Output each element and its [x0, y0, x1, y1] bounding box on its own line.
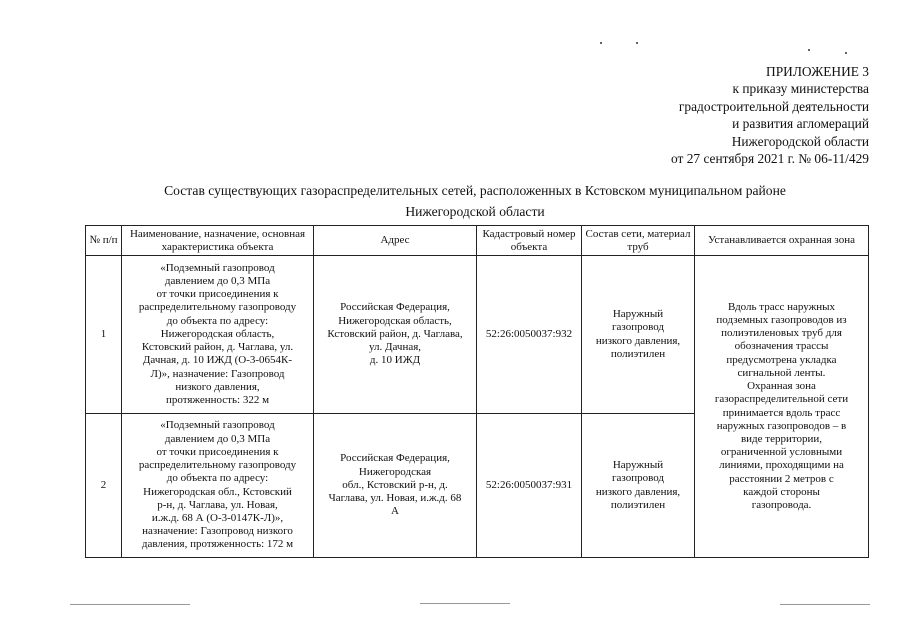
header-num: № п/п — [86, 226, 122, 256]
table-header-row — [86, 226, 869, 256]
row-num: 2 — [86, 414, 122, 558]
row-cadastral: 52:26:0050037:932 — [477, 256, 582, 414]
appendix-line: ПРИЛОЖЕНИЕ 3 — [766, 64, 869, 79]
appendix-line: Нижегородской области — [731, 133, 869, 149]
row-num: 1 — [86, 256, 122, 414]
scan-edge-line — [70, 604, 190, 605]
row-address: Российская Федерация, Нижегородская область, Кстовский район, д. Чаглава, ул. Дачная, д. 10 ИЖД — [314, 256, 477, 414]
appendix-line: к приказу министерства — [732, 81, 869, 97]
header-cadastral: Кадастровый номер объекта — [477, 226, 582, 256]
document-title-line: Состав существующих газораспределительных сетей, расположенных в Кстовском муниципальном районе — [164, 183, 786, 198]
header-composition: Состав сети, материал труб — [582, 226, 695, 256]
scan-speck — [600, 42, 602, 44]
scan-speck — [808, 49, 810, 51]
scan-speck — [636, 42, 638, 44]
row-name: «Подземный газопровод давлением до 0,3 МПа от точки присоединения к распределительному газопроводу до объекта по адресу: Нижегородская область, Кстовский район, д. Чаглава, ул. Дачная, д. 10 ИЖД (О-3-0654К- Л)», назначение: Газопровод низкого давления, протяженность: 322 м — [122, 256, 314, 414]
row-name: «Подземный газопровод давлением до 0,3 МПа от точки присоединения к распределительному газопроводу до объекта по адресу: Нижегородская обл., Кстовский р-н, д. Чаглава, ул. Новая, и.ж.д. 68 А (О-3-0147К-Л)», назначение: Газопровод низкого давления, протяженность: 172 м — [122, 414, 314, 558]
appendix-line: от 27 сентября 2021 г. № 06-11/429 — [670, 151, 869, 167]
appendix-line: и развития агломераций — [732, 116, 869, 132]
header-name: Наименование, назначение, основная характеристика объекта — [122, 226, 314, 256]
scan-edge-line — [420, 603, 510, 604]
gas-network-table — [85, 225, 869, 558]
scan-speck — [845, 52, 847, 54]
scan-edge-line — [780, 604, 870, 605]
header-zone: Устанавливается охранная зона — [695, 226, 869, 256]
table-row — [86, 256, 869, 414]
row-address: Российская Федерация, Нижегородская обл., Кстовский р-н, д. Чаглава, ул. Новая, и.ж.д. 68 А — [314, 414, 477, 558]
appendix-line: градостроительной деятельности — [678, 98, 869, 114]
appendix-header — [549, 63, 869, 167]
document-title-line: Нижегородской области — [405, 204, 545, 219]
row-cadastral: 52:26:0050037:931 — [477, 414, 582, 558]
row-composition: Наружный газопровод низкого давления, полиэтилен — [582, 256, 695, 414]
row-composition: Наружный газопровод низкого давления, полиэтилен — [582, 414, 695, 558]
header-address: Адрес — [314, 226, 477, 256]
document-title — [60, 180, 890, 222]
row-protection-zone: Вдоль трасс наружных подземных газопроводов из полиэтиленовых труб для обозначения трассы предусмотрена укладка сигнальной ленты. Охранная зона газораспределительной сети принимается вдоль трасс наружных газопроводов – в виде территории, ограниченной условными линиями, проходящими на расстоянии 2 метров с каждой стороны газопровода. — [695, 256, 869, 558]
